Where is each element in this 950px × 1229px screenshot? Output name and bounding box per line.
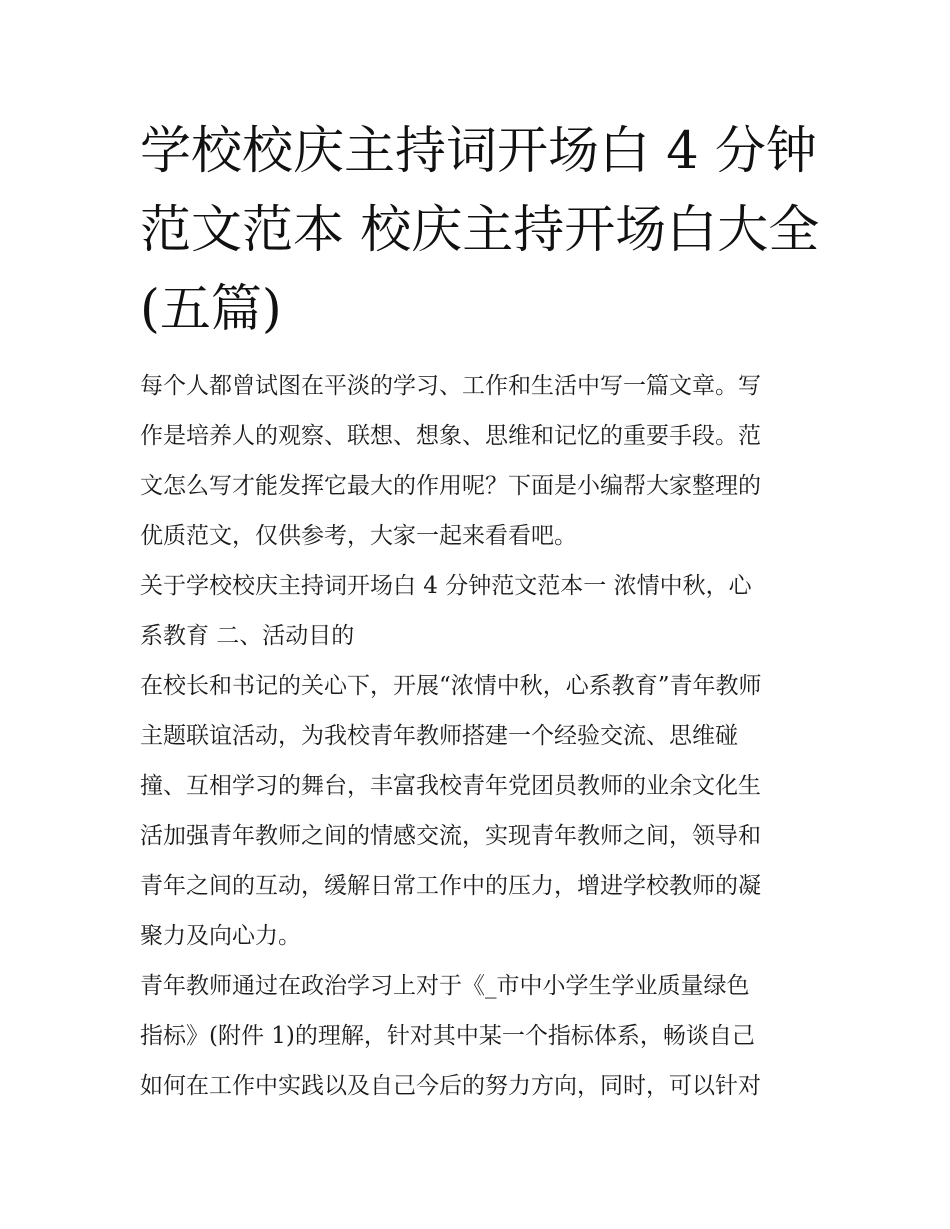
title-line: 范文范本 校庆主持开场白大全 <box>140 201 820 260</box>
document-content <box>140 112 820 1111</box>
text-line: 每个人都曾试图在平淡的学习、工作和生活中写一篇文章。写 <box>140 373 761 399</box>
text-line: 青年之间的互动，缓解日常工作中的压力，增进学校教师的凝 <box>140 873 761 899</box>
text-line: 主题联谊活动，为我校青年教师搭建一个经验交流、思维碰 <box>140 723 738 749</box>
title-line: (五篇) <box>140 280 282 339</box>
title-line: 学校校庆主持词开场白 4 分钟 <box>140 122 817 181</box>
text-line: 指标》(附件 1)的理解，针对其中某一个指标体系，畅谈自己 <box>140 1023 755 1049</box>
document-body <box>140 361 815 1111</box>
text-line: 在校长和书记的关心下，开展“浓情中秋，心系教育”青年教师 <box>140 673 762 699</box>
text-line: 系教育 二、活动目的 <box>140 623 355 649</box>
section-heading-paragraph <box>140 561 815 661</box>
intro-paragraph <box>140 361 815 561</box>
text-line: 青年教师通过在政治学习上对于《_市中小学生学业质量绿色 <box>140 973 750 999</box>
text-line: 如何在工作中实践以及自己今后的努力方向，同时，可以针对 <box>140 1073 761 1099</box>
text-line: 优质范文，仅供参考，大家一起来看看吧。 <box>140 523 577 549</box>
document-title <box>140 112 820 349</box>
text-line: 关于学校校庆主持词开场白 4 分钟范文范本一 浓情中秋，心 <box>140 573 752 599</box>
purpose-paragraph <box>140 661 815 961</box>
text-line: 撞、互相学习的舞台，丰富我校青年党团员教师的业余文化生 <box>140 773 761 799</box>
text-line: 聚力及向心力。 <box>140 923 301 949</box>
text-line: 文怎么写才能发挥它最大的作用呢？下面是小编帮大家整理的 <box>140 473 761 499</box>
text-line: 作是培养人的观察、联想、想象、思维和记忆的重要手段。范 <box>140 423 761 449</box>
text-line: 活加强青年教师之间的情感交流，实现青年教师之间，领导和 <box>140 823 761 849</box>
activity-paragraph <box>140 961 815 1111</box>
